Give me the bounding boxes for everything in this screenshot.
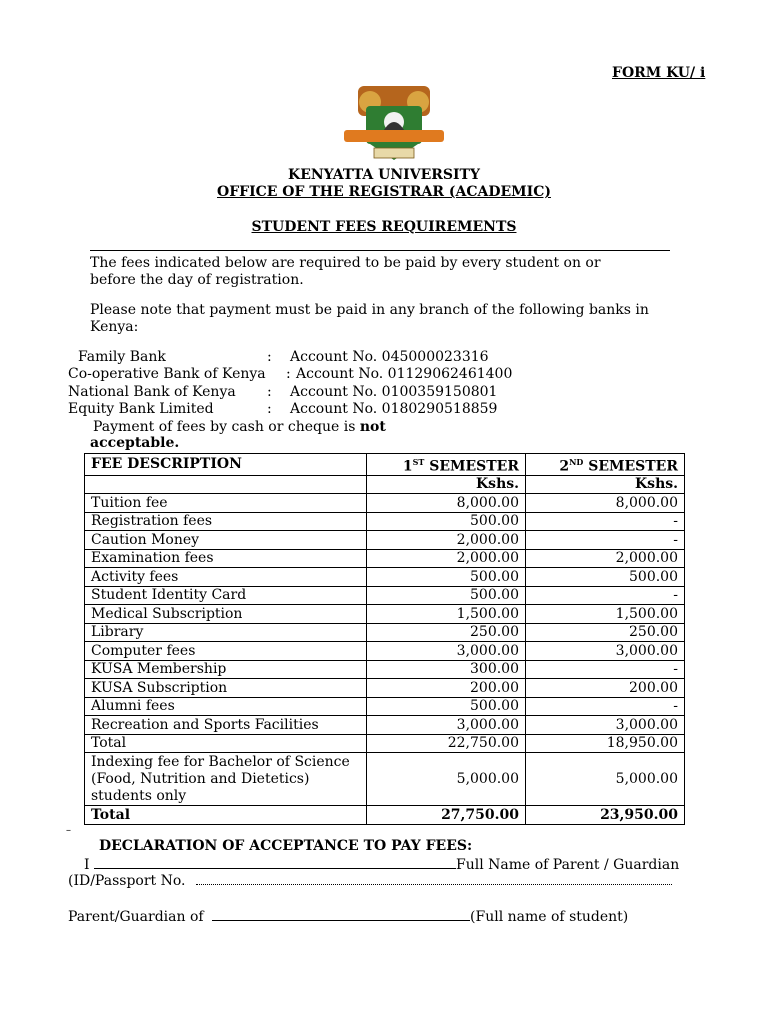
intro-line-2: before the day of registration. xyxy=(90,272,304,288)
fee-desc: Recreation and Sports Facilities xyxy=(85,716,367,735)
subtotal-row xyxy=(85,734,685,753)
bank-note-line-2: Kenya: xyxy=(90,319,139,335)
page-title: STUDENT FEES REQUIREMENTS xyxy=(251,219,517,235)
divider xyxy=(90,250,670,251)
bank-name: National Bank of Kenya xyxy=(68,384,236,400)
grand-total-sem2: 23,950.00 xyxy=(526,806,685,825)
fee-desc: Activity fees xyxy=(85,568,367,587)
id-passport-label: (ID/Passport No. xyxy=(68,873,186,889)
bank-account: Account No. 0180290518859 xyxy=(290,401,498,417)
table-row xyxy=(85,568,685,587)
university-crest-logo xyxy=(340,84,448,164)
table-row xyxy=(85,623,685,642)
dash-mark: – xyxy=(66,825,71,836)
fee-sem2: - xyxy=(526,586,685,605)
fee-desc: Student Identity Card xyxy=(85,586,367,605)
fee-sem1: 500.00 xyxy=(367,586,526,605)
table-row xyxy=(85,679,685,698)
guardian-name-label: Full Name of Parent / Guardian xyxy=(455,857,680,873)
indexing-fee-sem2: 5,000.00 xyxy=(526,753,685,806)
fee-desc: Computer fees xyxy=(85,642,367,661)
bank-separator: : xyxy=(267,401,272,417)
fee-sem1: 500.00 xyxy=(367,697,526,716)
office-title: OFFICE OF THE REGISTRAR (ACADEMIC) xyxy=(217,184,551,200)
bank-separator: : xyxy=(286,366,291,382)
bank-name: Co-operative Bank of Kenya xyxy=(68,366,266,382)
declaration-title: DECLARATION OF ACCEPTANCE TO PAY FEES: xyxy=(99,838,473,854)
bank-separator: : xyxy=(267,384,272,400)
payment-note xyxy=(93,419,386,435)
fee-sem1: 1,500.00 xyxy=(367,605,526,624)
fee-sem2: 3,000.00 xyxy=(526,642,685,661)
fee-sem1: 200.00 xyxy=(367,679,526,698)
table-row xyxy=(85,642,685,661)
table-row xyxy=(85,586,685,605)
fee-sem2: - xyxy=(526,697,685,716)
fee-desc: Caution Money xyxy=(85,531,367,550)
i-label: I xyxy=(84,857,90,873)
fee-desc: Total xyxy=(85,734,367,753)
form-code: FORM KU/ i xyxy=(612,65,706,81)
fee-sem2: - xyxy=(526,660,685,679)
fee-sem2: 1,500.00 xyxy=(526,605,685,624)
fee-sem2: - xyxy=(526,531,685,550)
indexing-fee-sem1: 5,000.00 xyxy=(367,753,526,806)
fees-table xyxy=(84,453,685,825)
fee-sem1: 8,000.00 xyxy=(367,494,526,513)
university-name: KENYATTA UNIVERSITY xyxy=(288,167,480,183)
fee-sem1: 3,000.00 xyxy=(367,716,526,735)
fee-sem2: - xyxy=(526,512,685,531)
bank-name: Equity Bank Limited xyxy=(68,401,214,417)
bank-name: Family Bank xyxy=(78,349,166,365)
currency-label: Kshs. xyxy=(526,475,685,494)
bank-note-line-1: Please note that payment must be paid in any branch of the following banks in xyxy=(90,302,649,318)
fee-sem1: 300.00 xyxy=(367,660,526,679)
id-passport-field[interactable] xyxy=(196,873,672,885)
fee-sem1: 2,000.00 xyxy=(367,549,526,568)
bank-account: Account No. 0100359150801 xyxy=(290,384,498,400)
fee-sem2: 200.00 xyxy=(526,679,685,698)
fee-sem1: 3,000.00 xyxy=(367,642,526,661)
table-row xyxy=(85,531,685,550)
fee-desc: KUSA Membership xyxy=(85,660,367,679)
student-name-line xyxy=(68,907,628,925)
table-row xyxy=(85,660,685,679)
student-name-label: (Full name of student) xyxy=(470,909,629,925)
fee-sem1: 500.00 xyxy=(367,512,526,531)
fee-sem2: 500.00 xyxy=(526,568,685,587)
table-row xyxy=(85,716,685,735)
fee-sem1: 2,000.00 xyxy=(367,531,526,550)
payment-note-text: Payment of fees by cash or cheque is xyxy=(93,419,356,435)
guardian-name-field[interactable] xyxy=(94,855,456,869)
indexing-fee-desc: Indexing fee for Bachelor of Science (Food, Nutrition and Dietetics) students only xyxy=(85,753,367,806)
id-passport-line xyxy=(68,873,672,889)
fee-desc: Medical Subscription xyxy=(85,605,367,624)
fee-desc: Examination fees xyxy=(85,549,367,568)
payment-note-not: not xyxy=(359,419,386,435)
table-row xyxy=(85,512,685,531)
intro-line-1: The fees indicated below are required to be paid by every student on or xyxy=(90,255,601,271)
fee-sem1: 22,750.00 xyxy=(367,734,526,753)
table-header-row xyxy=(85,454,685,476)
fee-sem2: 8,000.00 xyxy=(526,494,685,513)
fee-desc: Registration fees xyxy=(85,512,367,531)
grand-total-row xyxy=(85,806,685,825)
currency-label: Kshs. xyxy=(367,475,526,494)
grand-total-label: Total xyxy=(85,806,367,825)
fee-sem1: 250.00 xyxy=(367,623,526,642)
bank-account: Account No. 045000023316 xyxy=(290,349,489,365)
table-row xyxy=(85,697,685,716)
guardian-name-line xyxy=(84,855,679,873)
fee-sem1: 500.00 xyxy=(367,568,526,587)
student-name-field[interactable] xyxy=(212,907,470,921)
fee-desc: KUSA Subscription xyxy=(85,679,367,698)
table-row xyxy=(85,494,685,513)
header-fee-description: FEE DESCRIPTION xyxy=(85,454,367,476)
fee-sem2: 2,000.00 xyxy=(526,549,685,568)
header-semester-1: 1ST SEMESTER xyxy=(367,454,526,476)
fee-sem2: 18,950.00 xyxy=(526,734,685,753)
fee-desc: Tuition fee xyxy=(85,494,367,513)
fee-desc: Alumni fees xyxy=(85,697,367,716)
grand-total-sem1: 27,750.00 xyxy=(367,806,526,825)
bank-account: Account No. 01129062461400 xyxy=(296,366,513,382)
table-currency-row xyxy=(85,475,685,494)
bank-separator: : xyxy=(267,349,272,365)
parent-guardian-of-label: Parent/Guardian of xyxy=(68,909,204,925)
indexing-fee-row xyxy=(85,753,685,806)
fee-sem2: 250.00 xyxy=(526,623,685,642)
fee-sem2: 3,000.00 xyxy=(526,716,685,735)
table-row xyxy=(85,549,685,568)
payment-note-acceptable: acceptable. xyxy=(90,435,180,451)
table-row xyxy=(85,605,685,624)
fee-desc: Library xyxy=(85,623,367,642)
header-semester-2: 2ND SEMESTER xyxy=(526,454,685,476)
